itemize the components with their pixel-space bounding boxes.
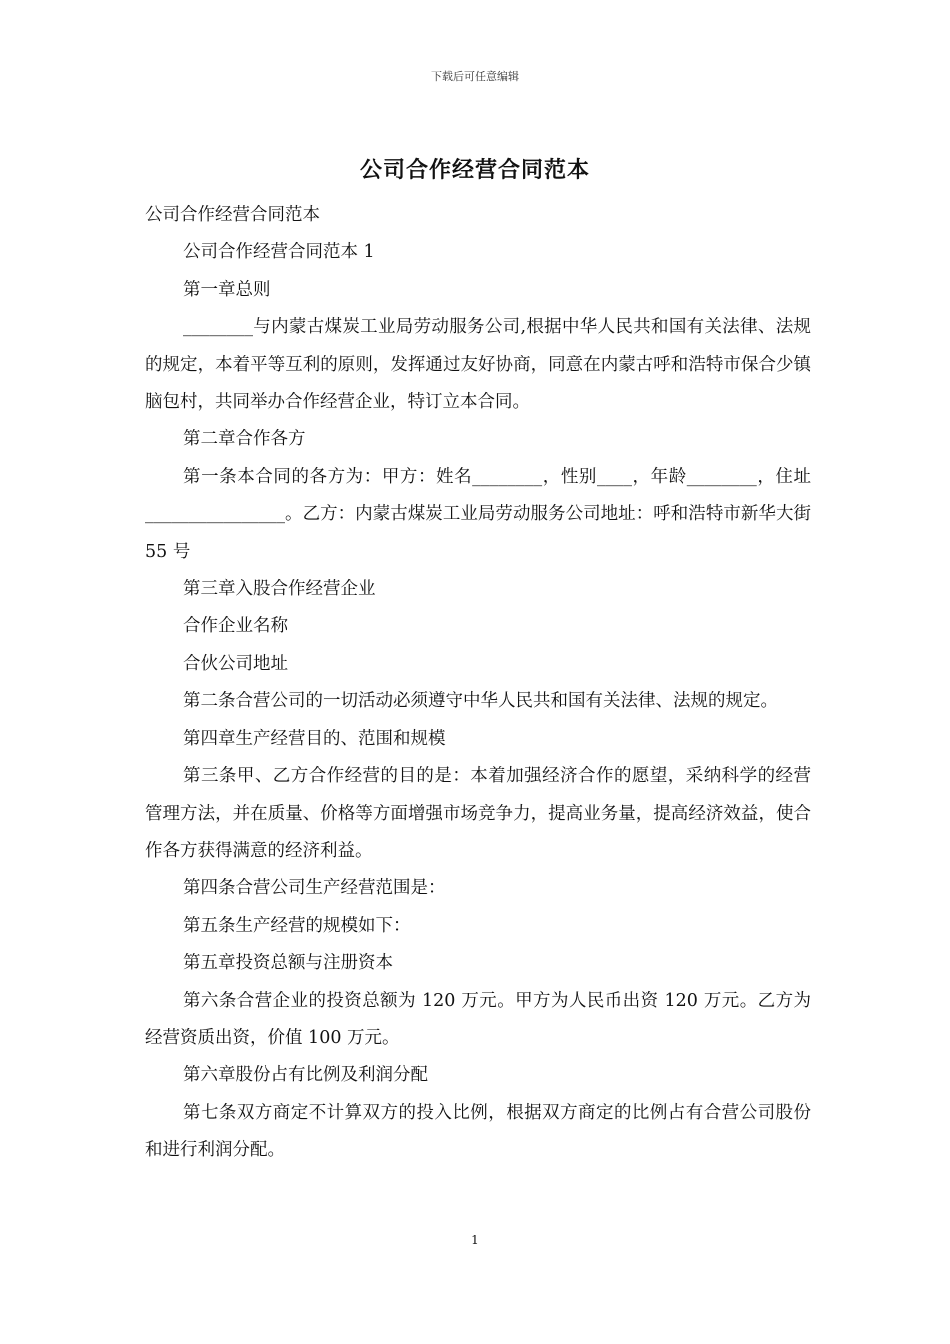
- article-3: 第三条甲、乙方合作经营的目的是：本着加强经济合作的愿望，采纳科学的经营管理方法，并在质量、价格等方面增强市场竞争力，提高业务量，提高经济效益，使合作各方获得满意的经济利益。: [145, 766, 811, 861]
- article-2: 第二条合营公司的一切活动必须遵守中华人民共和国有关法律、法规的规定。: [183, 691, 778, 712]
- chapter-4-heading: 第四章生产经营目的、范围和规模: [183, 728, 446, 749]
- enterprise-name-line: 合作企业名称: [183, 616, 288, 637]
- article-7: 第七条双方商定不计算双方的投入比例，根据双方商定的比例占有合营公司股份和进行利润分配。: [145, 1102, 811, 1161]
- header-note: 下载后可任意编辑: [431, 70, 519, 83]
- document-title: 公司合作经营合同范本: [359, 157, 590, 183]
- article-5: 第五条生产经营的规模如下：: [183, 915, 411, 936]
- article-1: 第一条本合同的各方为：甲方：姓名________，性别____，年龄________，住址________________。乙方：内蒙古煤炭工业局劳动服务公司地址：呼和浩特市新华大街 55 号: [145, 466, 811, 562]
- paragraph-doc-name: 公司合作经营合同范本: [145, 205, 320, 225]
- page-number: 1: [471, 1233, 479, 1247]
- chapter-2-heading: 第二章合作各方: [183, 429, 306, 450]
- article-4: 第四条合营公司生产经营范围是：: [183, 878, 446, 899]
- chapter-1-heading: 第一章总则: [183, 279, 271, 300]
- chapter-3-heading: 第三章入股合作经营企业: [183, 579, 376, 600]
- article-6: 第六条合营企业的投资总额为 120 万元。甲方为人民币出资 120 万元。乙方为经营资质出资，价值 100 万元。: [145, 990, 811, 1048]
- company-address-line: 合伙公司地址: [183, 653, 288, 674]
- document-body: [145, 197, 811, 1170]
- chapter-5-heading: 第五章投资总额与注册资本: [183, 953, 393, 974]
- paragraph-sample-heading: 公司合作经营合同范本 1: [183, 242, 375, 263]
- paragraph-preamble: ________与内蒙古煤炭工业局劳动服务公司,根据中华人民共和国有关法律、法规的规定，本着平等互利的原则，发挥通过友好协商，同意在内蒙古呼和浩特市保合少镇脑包村，共同举办合作经营企业，特订立本合同。: [145, 317, 811, 413]
- chapter-6-heading: 第六章股份占有比例及利润分配: [183, 1065, 428, 1086]
